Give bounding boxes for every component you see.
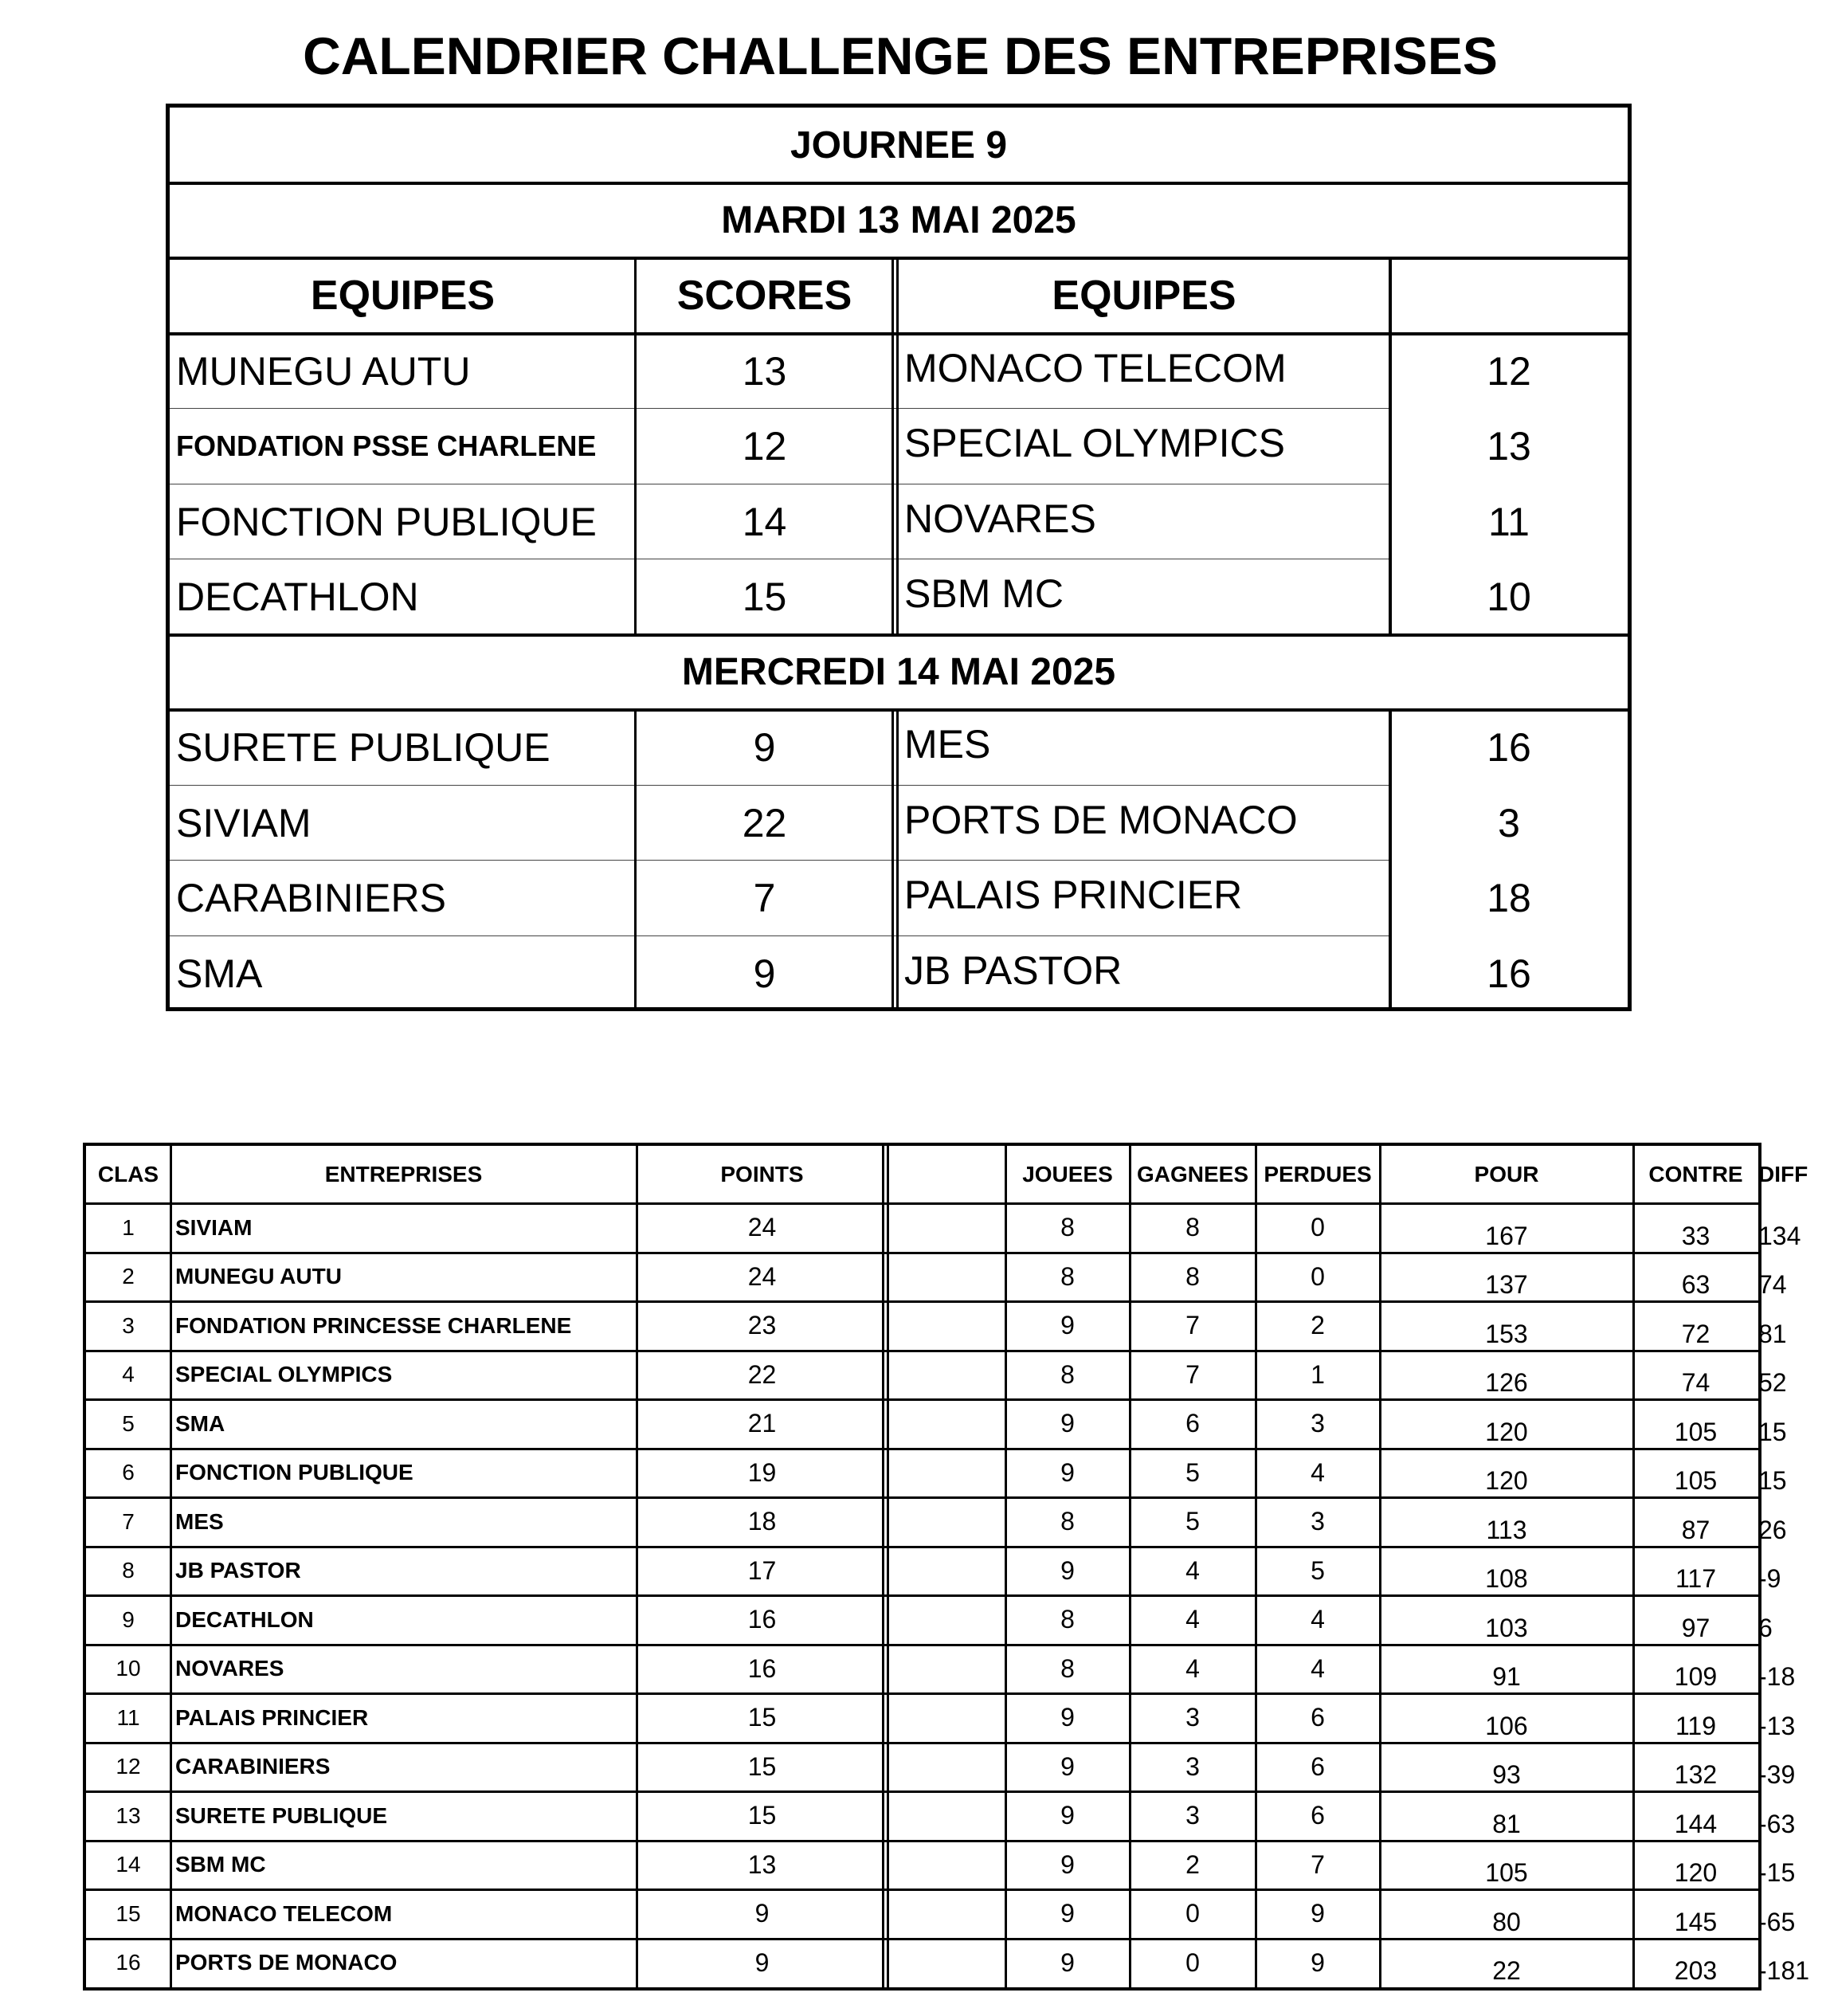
column-divider (882, 1146, 884, 1987)
header-entreprises: ENTREPRISES (324, 1162, 483, 1186)
column-divider (896, 710, 899, 1011)
table-cell: 81 (1758, 1319, 1787, 1348)
table-cell: 8 (1060, 1507, 1075, 1536)
table-cell: 9 (1060, 1849, 1075, 1879)
table-cell: 5 (1185, 1457, 1200, 1487)
company-name: JB PASTOR (175, 1558, 301, 1583)
column-divider (1005, 1146, 1007, 1987)
table-cell: 9 (1060, 1801, 1075, 1830)
column-header-equipes: EQUIPES (1052, 273, 1236, 320)
day-label: MERCREDI 14 MAI 2025 (681, 651, 1116, 694)
company-name: FONCTION PUBLIQUE (175, 1460, 413, 1485)
column-divider (896, 258, 899, 635)
company-name: MONACO TELECOM (175, 1900, 393, 1926)
score-a: 9 (753, 951, 776, 996)
table-cell: 12 (116, 1754, 141, 1779)
table-cell: 9 (1311, 1899, 1325, 1928)
table-cell: 137 (1485, 1270, 1528, 1299)
header-gagnees: GAGNEES (1136, 1162, 1249, 1186)
table-cell: 3 (1185, 1801, 1200, 1830)
table-cell: 144 (1674, 1809, 1718, 1838)
table-cell: 33 (1681, 1221, 1710, 1250)
company-name: SURETE PUBLIQUE (175, 1802, 388, 1828)
column-divider (1389, 258, 1392, 635)
table-cell: 87 (1681, 1515, 1710, 1544)
schedule-table (166, 104, 1632, 1011)
table-cell: 15 (116, 1900, 141, 1926)
table-cell: 113 (1486, 1515, 1527, 1544)
table-cell: 3 (1185, 1703, 1200, 1732)
table-cell: 106 (1485, 1711, 1528, 1740)
table-cell: 105 (1674, 1466, 1718, 1495)
table-cell: 9 (1060, 1409, 1075, 1438)
table-cell: 6 (1311, 1751, 1325, 1781)
table-cell: 3 (122, 1312, 135, 1338)
day-label: MARDI 13 MAI 2025 (721, 199, 1076, 242)
company-name: MUNEGU AUTU (175, 1264, 342, 1289)
team-b: PALAIS PRINCIER (904, 873, 1243, 918)
table-cell: 9 (754, 1947, 770, 1977)
table-cell: 74 (1681, 1368, 1710, 1397)
table-cell: 4 (1311, 1653, 1325, 1683)
table-cell: 9 (754, 1899, 770, 1928)
column-divider (636, 1146, 638, 1987)
team-b: SPECIAL OLYMPICS (904, 421, 1285, 466)
table-cell: -15 (1758, 1858, 1796, 1887)
table-cell: -13 (1758, 1711, 1796, 1740)
table-cell: 13 (747, 1849, 777, 1879)
table-cell: 63 (1681, 1270, 1710, 1299)
column-divider (170, 1146, 172, 1987)
table-cell: 16 (747, 1605, 777, 1634)
table-cell: 22 (1492, 1956, 1521, 1985)
table-cell: 7 (122, 1508, 135, 1534)
score-b: 12 (1487, 348, 1531, 394)
table-cell: 2 (1185, 1849, 1200, 1879)
team-b: MONACO TELECOM (904, 345, 1287, 390)
table-cell: 81 (1492, 1809, 1521, 1838)
table-cell: 203 (1674, 1956, 1718, 1985)
column-divider (634, 258, 637, 635)
table-cell: 8 (1060, 1359, 1075, 1389)
team-a: SMA (176, 951, 263, 996)
table-cell: 2 (1311, 1311, 1325, 1340)
score-b: 10 (1487, 575, 1531, 620)
table-cell: 6 (1311, 1703, 1325, 1732)
column-divider (1389, 710, 1392, 1011)
column-divider (1379, 1146, 1381, 1987)
company-name: SIVIAM (175, 1214, 253, 1240)
score-a: 9 (753, 725, 776, 771)
table-cell: 8 (1185, 1261, 1200, 1291)
table-cell: 6 (1758, 1613, 1773, 1642)
company-name: PORTS DE MONACO (175, 1950, 398, 1975)
table-cell: 4 (1185, 1555, 1200, 1585)
table-cell: 8 (1060, 1213, 1075, 1242)
table-cell: 120 (1485, 1466, 1528, 1495)
table-cell: -65 (1758, 1907, 1796, 1936)
table-cell: 74 (1758, 1270, 1787, 1299)
company-name: MES (175, 1508, 224, 1534)
table-cell: 16 (747, 1653, 777, 1683)
table-cell: 72 (1681, 1319, 1710, 1348)
table-cell: 9 (1060, 1703, 1075, 1732)
table-cell: 15 (747, 1751, 777, 1781)
table-cell: 9 (1060, 1457, 1075, 1487)
table-cell: 0 (1311, 1261, 1325, 1291)
table-cell: 103 (1485, 1613, 1528, 1642)
team-a: FONDATION PSSE CHARLENE (176, 429, 597, 463)
score-b: 11 (1488, 499, 1530, 544)
table-cell: 15 (747, 1703, 777, 1732)
table-cell: 24 (747, 1261, 777, 1291)
team-a: SIVIAM (176, 800, 312, 845)
table-cell: 9 (1060, 1311, 1075, 1340)
table-cell: 7 (1185, 1311, 1200, 1340)
header-pour: POUR (1474, 1162, 1539, 1186)
table-cell: 15 (1758, 1466, 1787, 1495)
team-a: MUNEGU AUTU (176, 348, 471, 394)
score-b: 3 (1498, 800, 1520, 845)
table-cell: 3 (1311, 1507, 1325, 1536)
company-name: NOVARES (175, 1656, 284, 1681)
score-b: 18 (1487, 876, 1531, 921)
table-cell: 126 (1485, 1368, 1528, 1397)
table-cell: 6 (1311, 1801, 1325, 1830)
table-cell: 1 (122, 1214, 135, 1240)
table-cell: 2 (122, 1264, 135, 1289)
table-cell: 3 (1311, 1409, 1325, 1438)
table-cell: 22 (747, 1359, 777, 1389)
table-cell: 4 (1185, 1653, 1200, 1683)
table-cell: -9 (1758, 1564, 1781, 1593)
table-cell: 4 (1311, 1605, 1325, 1634)
header-jouees: JOUEES (1022, 1162, 1113, 1186)
table-cell: 9 (1060, 1947, 1075, 1977)
table-cell: 0 (1311, 1213, 1325, 1242)
team-a: FONCTION PUBLIQUE (176, 499, 597, 544)
table-cell: 134 (1758, 1221, 1801, 1250)
column-header-scores: SCORES (676, 273, 852, 320)
table-cell: 8 (1060, 1261, 1075, 1291)
company-name: SPECIAL OLYMPICS (175, 1362, 393, 1387)
table-cell: 15 (1758, 1417, 1787, 1446)
table-cell: 9 (1060, 1555, 1075, 1585)
table-cell: 8 (1060, 1605, 1075, 1634)
table-cell: 145 (1674, 1907, 1718, 1936)
header-perdues: PERDUES (1264, 1162, 1372, 1186)
table-cell: 0 (1185, 1947, 1200, 1977)
table-cell: 132 (1674, 1760, 1718, 1789)
table-cell: 119 (1675, 1711, 1716, 1740)
table-cell: 52 (1758, 1368, 1787, 1397)
score-a: 22 (742, 800, 787, 845)
table-cell: 6 (122, 1460, 135, 1485)
score-b: 16 (1487, 725, 1531, 771)
column-divider (1129, 1146, 1131, 1987)
table-cell: 11 (116, 1704, 140, 1730)
table-cell: 9 (1311, 1947, 1325, 1977)
company-name: DECATHLON (175, 1606, 314, 1632)
company-name: CARABINIERS (175, 1754, 331, 1779)
team-b: MES (904, 722, 991, 767)
team-a: DECATHLON (176, 575, 419, 620)
team-b: PORTS DE MONACO (904, 797, 1298, 842)
column-divider (887, 1146, 889, 1987)
company-name: SMA (175, 1410, 225, 1436)
column-divider (891, 258, 894, 635)
table-cell: 93 (1492, 1760, 1521, 1789)
table-cell: 1 (1311, 1359, 1325, 1389)
team-b: SBM MC (904, 571, 1064, 617)
table-cell: 9 (122, 1606, 135, 1632)
column-divider (634, 710, 637, 1011)
score-a: 13 (742, 348, 787, 394)
table-cell: 105 (1674, 1417, 1718, 1446)
table-cell: 91 (1492, 1662, 1521, 1691)
table-cell: 3 (1185, 1751, 1200, 1781)
table-cell: 5 (122, 1410, 135, 1436)
table-cell: 167 (1485, 1221, 1528, 1250)
table-cell: -18 (1758, 1662, 1796, 1691)
table-cell: 4 (1185, 1605, 1200, 1634)
table-cell: 23 (747, 1311, 777, 1340)
score-b: 13 (1487, 424, 1531, 469)
header-points: POINTS (720, 1162, 804, 1186)
column-divider (1632, 1146, 1635, 1987)
table-cell: 17 (747, 1555, 777, 1585)
header-contre: CONTRE (1648, 1162, 1743, 1186)
table-cell: -63 (1758, 1809, 1796, 1838)
table-cell: 21 (747, 1409, 777, 1438)
table-cell: 7 (1311, 1849, 1325, 1879)
table-cell: 4 (1311, 1457, 1325, 1487)
score-b: 16 (1487, 951, 1531, 996)
table-cell: -39 (1758, 1760, 1796, 1789)
table-cell: 9 (1060, 1751, 1075, 1781)
table-cell: 19 (747, 1457, 777, 1487)
table-cell: 80 (1492, 1907, 1521, 1936)
table-cell: 117 (1675, 1564, 1716, 1593)
team-b: JB PASTOR (904, 947, 1123, 993)
table-cell: 26 (1758, 1515, 1787, 1544)
page-title: CALENDRIER CHALLENGE DES ENTREPRISES (303, 26, 1498, 85)
standings-table (83, 1143, 1810, 1991)
table-cell: 0 (1185, 1899, 1200, 1928)
score-a: 12 (742, 424, 787, 469)
table-cell: -181 (1758, 1956, 1810, 1985)
table-cell: 5 (1185, 1507, 1200, 1536)
table-cell: 10 (116, 1656, 141, 1681)
table-cell: 15 (747, 1801, 777, 1830)
team-a: CARABINIERS (176, 876, 446, 921)
column-divider (1255, 1146, 1257, 1987)
company-name: PALAIS PRINCIER (175, 1704, 369, 1730)
score-a: 14 (742, 499, 787, 544)
table-cell: 8 (1060, 1653, 1075, 1683)
header-clas: CLAS (97, 1162, 159, 1186)
table-cell: 9 (1060, 1899, 1075, 1928)
table-cell: 108 (1485, 1564, 1528, 1593)
team-a: SURETE PUBLIQUE (176, 725, 551, 771)
column-header-equipes: EQUIPES (310, 273, 496, 320)
score-a: 7 (753, 876, 776, 921)
table-cell: 18 (747, 1507, 777, 1536)
table-cell: 24 (747, 1213, 777, 1242)
score-a: 15 (742, 575, 787, 620)
table-cell: 4 (122, 1362, 135, 1387)
table-cell: 8 (1185, 1213, 1200, 1242)
table-cell: 6 (1185, 1409, 1200, 1438)
table-cell: 5 (1311, 1555, 1325, 1585)
column-divider (891, 710, 894, 1011)
table-cell: 120 (1485, 1417, 1528, 1446)
table-cell: 8 (122, 1558, 135, 1583)
header-diff: DIFF (1758, 1162, 1808, 1186)
journee-label: JOURNEE 9 (790, 124, 1008, 167)
company-name: FONDATION PRINCESSE CHARLENE (175, 1312, 572, 1338)
table-cell: 97 (1681, 1613, 1710, 1642)
company-name: SBM MC (175, 1852, 266, 1877)
table-cell: 14 (116, 1852, 141, 1877)
table-cell: 13 (116, 1802, 141, 1828)
table-cell: 105 (1485, 1858, 1528, 1887)
team-b: NOVARES (904, 496, 1096, 541)
table-cell: 109 (1674, 1662, 1718, 1691)
table-cell: 7 (1185, 1359, 1200, 1389)
table-cell: 16 (116, 1950, 141, 1975)
table-cell: 153 (1485, 1319, 1528, 1348)
table-cell: 120 (1674, 1858, 1718, 1887)
